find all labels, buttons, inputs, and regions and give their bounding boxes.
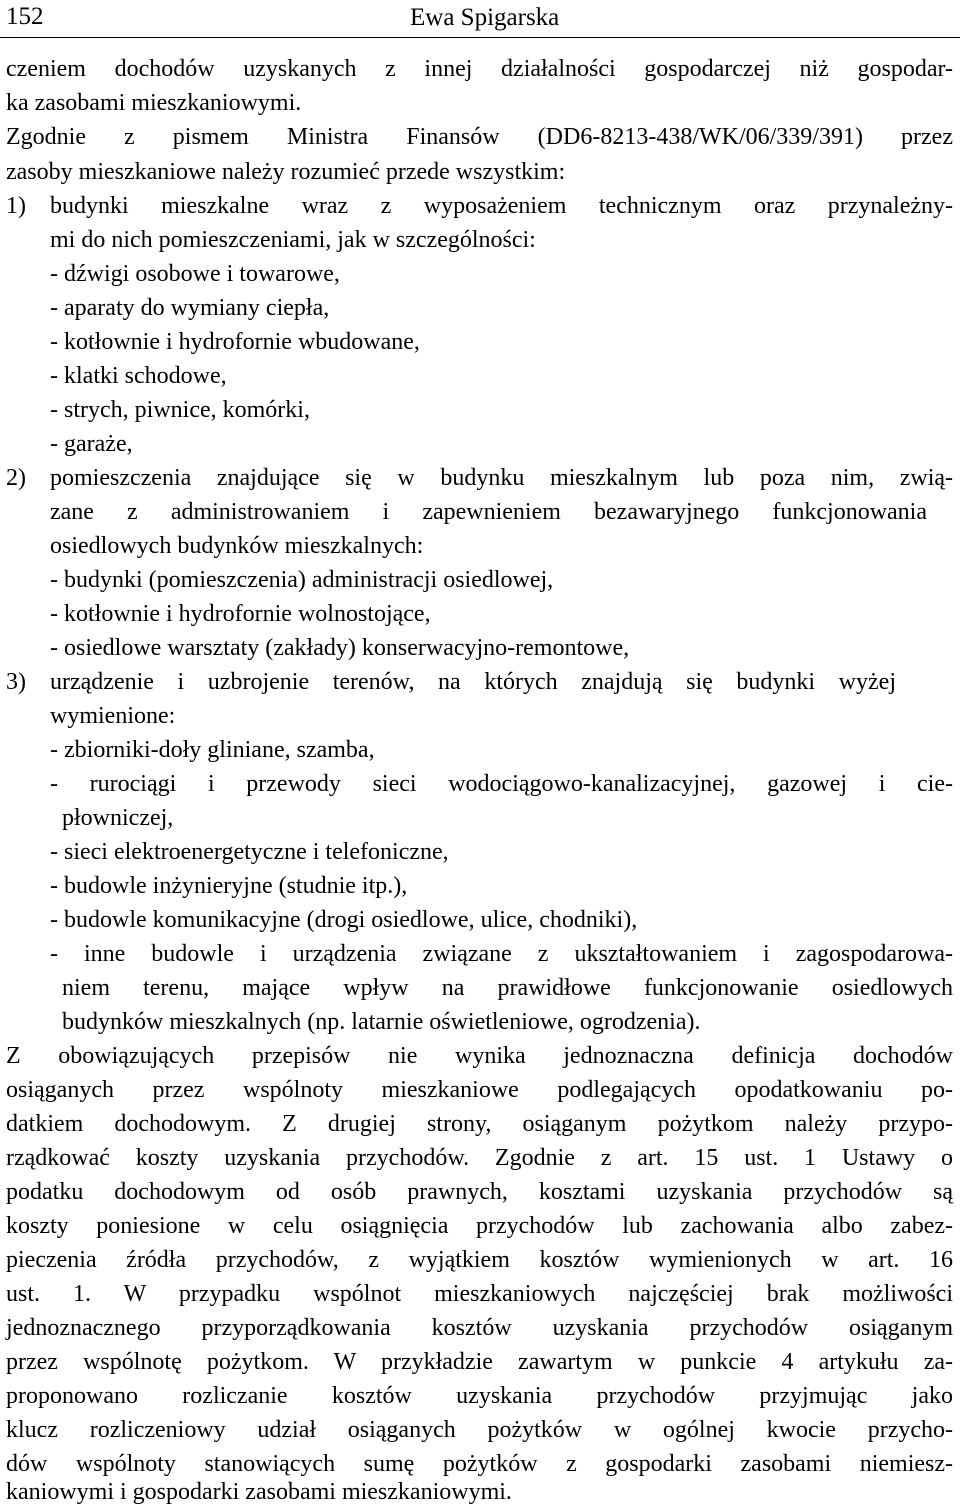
list-item: - budynki (pomieszczenia) administracji osiedlowej, xyxy=(50,567,554,593)
text-line: ust. 1. W przypadku wspólnot mieszkaniowych najczęściej brak możliwości xyxy=(6,1281,953,1307)
list-item: - strych, piwnice, komórki, xyxy=(50,397,310,423)
list-item: - rurociągi i przewody sieci wodociągowo-kanalizacyjnej, gazowej i cie- xyxy=(50,771,953,797)
text-line: datkiem dochodowym. Z drugiej strony, osiąganym pożytkom należy przypo- xyxy=(6,1111,953,1137)
list-item: - garaże, xyxy=(50,431,133,457)
text-line: przez wspólnotę pożytkom. W przykładzie zawartym w punkcie 4 artykułu za- xyxy=(6,1349,953,1375)
page-number: 152 xyxy=(6,3,44,30)
text-line: budynki mieszkalne wraz z wyposażeniem technicznym oraz przynależny- xyxy=(50,193,953,219)
list-item: - aparaty do wymiany ciepła, xyxy=(50,295,330,321)
text-line: pomieszczenia znajdujące się w budynku mieszkalnym lub poza nim, zwią- xyxy=(50,465,953,491)
text-line: mi do nich pomieszczeniami, jak w szczególności: xyxy=(50,227,536,253)
text-line: pieczenia źródła przychodów, z wyjątkiem kosztów wymienionych w art. 16 xyxy=(6,1247,953,1273)
list-item: - kotłownie i hydrofornie wolnostojące, xyxy=(50,601,431,627)
list-item-continuation: płowniczej, xyxy=(62,805,174,831)
text-line: zane z administrowaniem i zapewnieniem bezawaryjnego funkcjonowania xyxy=(50,499,927,525)
list-item: - dźwigi osobowe i towarowe, xyxy=(50,261,340,287)
text-line: ka zasobami mieszkaniowymi. xyxy=(6,90,302,116)
text-line: koszty poniesione w celu osiągnięcia przychodów lub zachowania albo zabez- xyxy=(6,1213,953,1239)
list-item: - osiedlowe warsztaty (zakłady) konserwacyjno-remontowe, xyxy=(50,635,630,661)
list-item: - zbiorniki-doły gliniane, szamba, xyxy=(50,737,375,763)
list-item: - sieci elektroenergetyczne i telefoniczne, xyxy=(50,839,449,865)
text-line: czeniem dochodów uzyskanych z innej działalności gospodarczej niż gospodar- xyxy=(6,56,953,82)
text-line: Zgodnie z pismem Ministra Finansów (DD6-8213-438/WK/06/339/391) przez xyxy=(6,124,953,150)
text-line: podatku dochodowym od osób prawnych, kosztami uzyskania przychodów są xyxy=(6,1179,953,1205)
text-line: osiedlowych budynków mieszkalnych: xyxy=(50,533,424,559)
list-item: - klatki schodowe, xyxy=(50,363,227,389)
text-line: urządzenie i uzbrojenie terenów, na których znajdują się budynki wyżej xyxy=(50,669,896,695)
list-marker: 3) xyxy=(6,669,26,695)
text-line: rządkować koszty uzyskania przychodów. Zgodnie z art. 15 ust. 1 Ustawy o xyxy=(6,1145,953,1171)
text-line: osiąganych przez wspólnoty mieszkaniowe podlegających opodatkowaniu po- xyxy=(6,1077,953,1103)
text-line: Z obowiązujących przepisów nie wynika jednoznaczna definicja dochodów xyxy=(6,1043,953,1069)
running-head-author: Ewa Spigarska xyxy=(410,4,560,31)
text-line: zasoby mieszkaniowe należy rozumieć przede wszystkim: xyxy=(6,159,566,185)
list-item-continuation: niem terenu, mające wpływ na prawidłowe funkcjonowanie osiedlowych xyxy=(62,975,953,1001)
list-marker: 2) xyxy=(6,465,26,491)
text-line: wymienione: xyxy=(50,703,176,729)
list-item: - budowle inżynieryjne (studnie itp.), xyxy=(50,873,408,899)
text-line: jednoznacznego przyporządkowania kosztów uzyskania przychodów osiąganym xyxy=(6,1315,953,1341)
text-line: proponowano rozliczanie kosztów uzyskania przychodów przyjmując jako xyxy=(6,1383,953,1409)
text-line: dów wspólnoty stanowiących sumę pożytków z gospodarki zasobami niemiesz- xyxy=(6,1451,953,1477)
list-marker: 1) xyxy=(6,193,26,219)
text-line: klucz rozliczeniowy udział osiąganych pożytków w ogólnej kwocie przycho- xyxy=(6,1417,953,1443)
list-item: - kotłownie i hydrofornie wbudowane, xyxy=(50,329,420,355)
list-item: - budowle komunikacyjne (drogi osiedlowe, ulice, chodniki), xyxy=(50,907,638,933)
page-header xyxy=(0,0,960,38)
list-item: - inne budowle i urządzenia związane z ukształtowaniem i zagospodarowa- xyxy=(50,941,953,967)
text-line: kaniowymi i gospodarki zasobami mieszkaniowymi. xyxy=(6,1479,512,1505)
list-item-continuation: budynków mieszkalnych (np. latarnie oświetleniowe, ogrodzenia). xyxy=(62,1009,701,1035)
